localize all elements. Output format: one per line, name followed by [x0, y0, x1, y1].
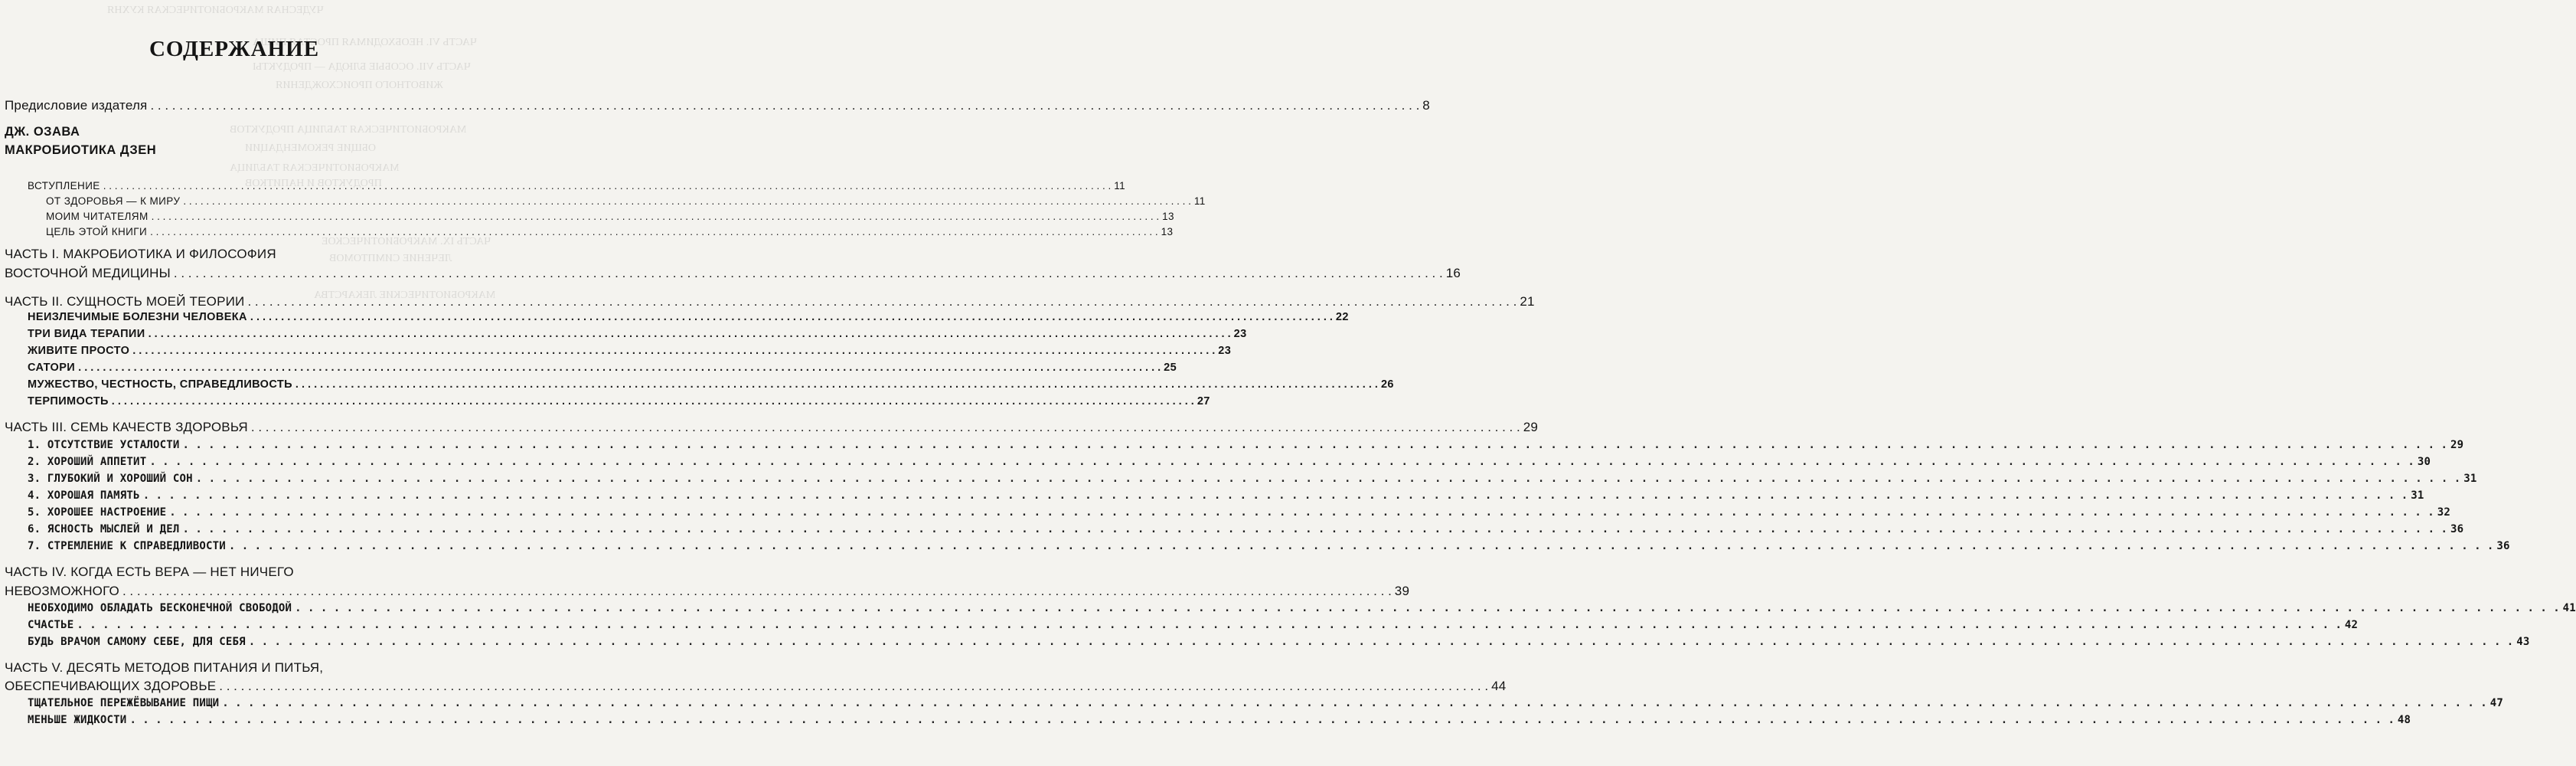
page-number: 29 — [2450, 439, 2464, 451]
toc-entry-part1[interactable] — [5, 266, 1461, 281]
bleed-line: ЛЕЧЕНИЕ СИМПТОМОВ — [329, 253, 452, 264]
entry-text: ЧАСТЬ III. СЕМЬ КАЧЕСТВ ЗДОРОВЬЯ — [5, 420, 248, 434]
toc-subentry[interactable] — [46, 211, 1174, 222]
entry-text: ТРИ ВИДА ТЕРАПИИ — [28, 328, 145, 340]
toc-entry-preface[interactable] — [5, 98, 1430, 113]
page-number: 16 — [1445, 266, 1461, 280]
entry-text: ЦЕЛЬ ЭТОЙ КНИГИ — [46, 226, 148, 237]
entry-text: 7. СТРЕМЛЕНИЕ К СПРАВЕДЛИВОСТИ — [28, 540, 226, 552]
entry-text: ЧАСТЬ II. СУЩНОСТЬ МОЕЙ ТЕОРИИ — [5, 294, 245, 309]
entry-text: НЕИЗЛЕЧИМЫЕ БОЛЕЗНИ ЧЕЛОВЕКА — [28, 311, 247, 323]
entry-text: 6. ЯСНОСТЬ МЫСЛЕЙ И ДЕЛ — [28, 523, 180, 535]
leader-dots — [182, 439, 2447, 451]
page-number: 36 — [2496, 540, 2510, 552]
page-number: 26 — [1380, 378, 1394, 391]
page-number: 13 — [1162, 211, 1174, 222]
entry-text: НЕВОЗМОЖНОГО — [5, 584, 119, 598]
leader-dots — [295, 378, 1378, 391]
page-number: 29 — [1523, 420, 1539, 434]
leader-dots — [229, 540, 2493, 552]
toc-entry-part5[interactable] — [5, 679, 1507, 694]
leader-dots — [174, 266, 1443, 281]
toc-subentry[interactable] — [46, 226, 1174, 237]
leader-dots — [152, 211, 1160, 222]
leader-dots — [222, 697, 2486, 709]
toc-subentry[interactable] — [28, 523, 2464, 535]
page-number: 21 — [1520, 294, 1535, 309]
entry-text: НЕОБХОДИМО ОБЛАДАТЬ БЕСКОНЕЧНОЙ СВОБОДОЙ — [28, 602, 292, 614]
leader-dots — [112, 395, 1194, 408]
page-number: 11 — [1193, 195, 1206, 207]
toc-entry-part1-line1[interactable]: ЧАСТЬ I. МАКРОБИОТИКА И ФИЛОСОФИЯ — [5, 247, 276, 261]
leader-dots — [149, 456, 2414, 468]
page-number: 23 — [1218, 345, 1232, 357]
entry-text: 5. ХОРОШЕЕ НАСТРОЕНИЕ — [28, 506, 167, 519]
entry-text: МЕНЬШЕ ЖИДКОСТИ — [28, 714, 127, 726]
page-number: 36 — [2450, 523, 2464, 535]
bleed-line: ЧАСТЬ VII. ОСОБЫЕ БЛЮДА — ПРОДУКТЫ — [253, 61, 471, 73]
leader-dots — [183, 195, 1191, 207]
leader-dots — [249, 636, 2513, 648]
page-number: 25 — [1164, 362, 1177, 374]
bleed-line: ЖИВОТНОГО ПРОИСХОЖДЕНИЯ — [276, 80, 443, 91]
entry-text: 1. ОТСУТСТВИЕ УСТАЛОСТИ — [28, 439, 180, 451]
toc-entry-part5-line1[interactable]: ЧАСТЬ V. ДЕСЯТЬ МЕТОДОВ ПИТАНИЯ И ПИТЬЯ, — [5, 660, 324, 675]
entry-text: 4. ХОРОШАЯ ПАМЯТЬ — [28, 489, 140, 502]
leader-dots — [143, 489, 2408, 502]
entry-text: 2. ХОРОШИЙ АППЕТИТ — [28, 456, 147, 468]
toc-subentry[interactable] — [28, 489, 2424, 502]
toc-subentry[interactable] — [28, 362, 1177, 374]
bleed-line: МАКРОБИОТИЧЕСКАЯ ТАБЛИЦА — [230, 162, 400, 174]
entry-text: ТЩАТЕЛЬНОЕ ПЕРЕЖЁВЫВАНИЕ ПИЩИ — [28, 697, 220, 709]
page-number: 27 — [1197, 395, 1210, 408]
bleed-line: МАКРОБИОТИЧЕСКАЯ ТАБЛИЦА ПРОДУКТОВ — [230, 124, 467, 136]
page-number: 8 — [1422, 98, 1430, 113]
leader-dots — [251, 420, 1520, 435]
toc-subentry[interactable] — [28, 456, 2431, 468]
leader-dots — [150, 226, 1158, 237]
leader-dots — [103, 180, 1112, 192]
page-number: 11 — [1114, 180, 1126, 192]
leader-dots — [295, 602, 2559, 614]
leader-dots — [132, 345, 1215, 357]
toc-entry-part4[interactable] — [5, 584, 1410, 599]
toc-subentry[interactable] — [28, 714, 2411, 726]
toc-subentry[interactable] — [28, 619, 2359, 631]
toc-subentry[interactable] — [28, 311, 1349, 323]
leader-dots — [182, 523, 2447, 535]
page-number: 22 — [1335, 311, 1349, 323]
leader-dots — [196, 473, 2460, 485]
toc-subentry[interactable] — [28, 395, 1210, 408]
toc-subentry[interactable] — [28, 345, 1232, 357]
toc-subentry[interactable] — [28, 506, 2450, 519]
entry-text: ТЕРПИМОСТЬ — [28, 395, 109, 408]
bleed-line: ЧАСТЬ IX. МАКРОБИОТИЧЕСКОЕ — [322, 236, 491, 247]
page-number: 44 — [1491, 679, 1507, 693]
entry-text: МУЖЕСТВО, ЧЕСТНОСТЬ, СПРАВЕДЛИВОСТЬ — [28, 378, 292, 391]
page-title: СОДЕРЖАНИЕ — [149, 37, 320, 61]
bleed-line: ОБЩИЕ РЕКОМЕНДАЦИИ — [245, 142, 376, 154]
author-name: ДЖ. ОЗАВА — [5, 125, 80, 139]
entry-text: СЧАСТЬЕ — [28, 619, 74, 631]
page-number: 48 — [2397, 714, 2411, 726]
leader-dots — [122, 584, 1392, 599]
book-title: МАКРОБИОТИКА ДЗЕН — [5, 143, 157, 157]
leader-dots — [150, 98, 1419, 113]
entry-text: 3. ГЛУБОКИЙ И ХОРОШИЙ СОН — [28, 473, 193, 485]
entry-text: ОТ ЗДОРОВЬЯ — К МИРУ — [46, 195, 181, 207]
toc-subentry[interactable] — [28, 473, 2477, 485]
page-number: 47 — [2489, 697, 2503, 709]
leader-dots — [77, 619, 2341, 631]
page-number: 23 — [1233, 328, 1247, 340]
toc-entry-part4-line1[interactable]: ЧАСТЬ IV. КОГДА ЕСТЬ ВЕРА — НЕТ НИЧЕГО — [5, 565, 294, 579]
leader-dots — [129, 714, 2394, 726]
toc-subentry[interactable] — [28, 602, 2576, 614]
toc-subentry[interactable] — [28, 636, 2530, 648]
toc-subentry[interactable] — [28, 439, 2464, 451]
page-number: 31 — [2411, 489, 2424, 502]
entry-text: ОБЕСПЕЧИВАЮЩИХ ЗДОРОВЬЕ — [5, 679, 217, 693]
page-number: 41 — [2562, 602, 2576, 614]
entry-text: САТОРИ — [28, 362, 76, 374]
leader-dots — [78, 362, 1161, 374]
entry-text: ВСТУПЛЕНИЕ — [28, 180, 100, 192]
page-number: 39 — [1394, 584, 1410, 598]
leader-dots — [219, 679, 1488, 694]
toc-subentry[interactable] — [46, 195, 1206, 207]
toc-subentry[interactable] — [28, 697, 2503, 709]
toc-subentry[interactable] — [28, 540, 2510, 552]
toc-entry-intro[interactable] — [28, 180, 1126, 192]
page-number: 13 — [1161, 226, 1174, 237]
toc-subentry[interactable] — [28, 378, 1394, 391]
entry-text: Предисловие издателя — [5, 98, 148, 113]
bleed-line: ЧАСТЬ VI. НЕОБХОДИМАЯ ПРОСТАЯ ПИЩА — [253, 37, 477, 48]
toc-subentry[interactable] — [28, 328, 1247, 340]
entry-text: ЖИВИТЕ ПРОСТО — [28, 345, 130, 357]
leader-dots — [250, 311, 1333, 323]
bleed-line: ПРОДУКТОВ И НАПИТКОВ — [245, 178, 382, 189]
page-number: 42 — [2344, 619, 2359, 631]
page-number: 32 — [2437, 506, 2450, 519]
bleed-line: МАКРОБИОТИЧЕСКИЕ ЛЕКАРСТВА — [314, 290, 496, 301]
toc-entry-part3[interactable] — [5, 420, 1539, 435]
leader-dots — [149, 328, 1231, 340]
entry-text: ВОСТОЧНОЙ МЕДИЦИНЫ — [5, 266, 171, 280]
page-number: 30 — [2417, 456, 2431, 468]
leader-dots — [247, 294, 1517, 309]
entry-text: МОИМ ЧИТАТЕЛЯМ — [46, 211, 149, 222]
leader-dots — [169, 506, 2434, 519]
page-number: 43 — [2516, 636, 2530, 648]
bleed-line: ЧУДЕСНАЯ МАКРОБИОТИЧЕСКАЯ КУХНЯ — [107, 5, 324, 16]
entry-text: БУДЬ ВРАЧОМ САМОМУ СЕБЕ, ДЛЯ СЕБЯ — [28, 636, 246, 648]
page-number: 31 — [2463, 473, 2477, 485]
